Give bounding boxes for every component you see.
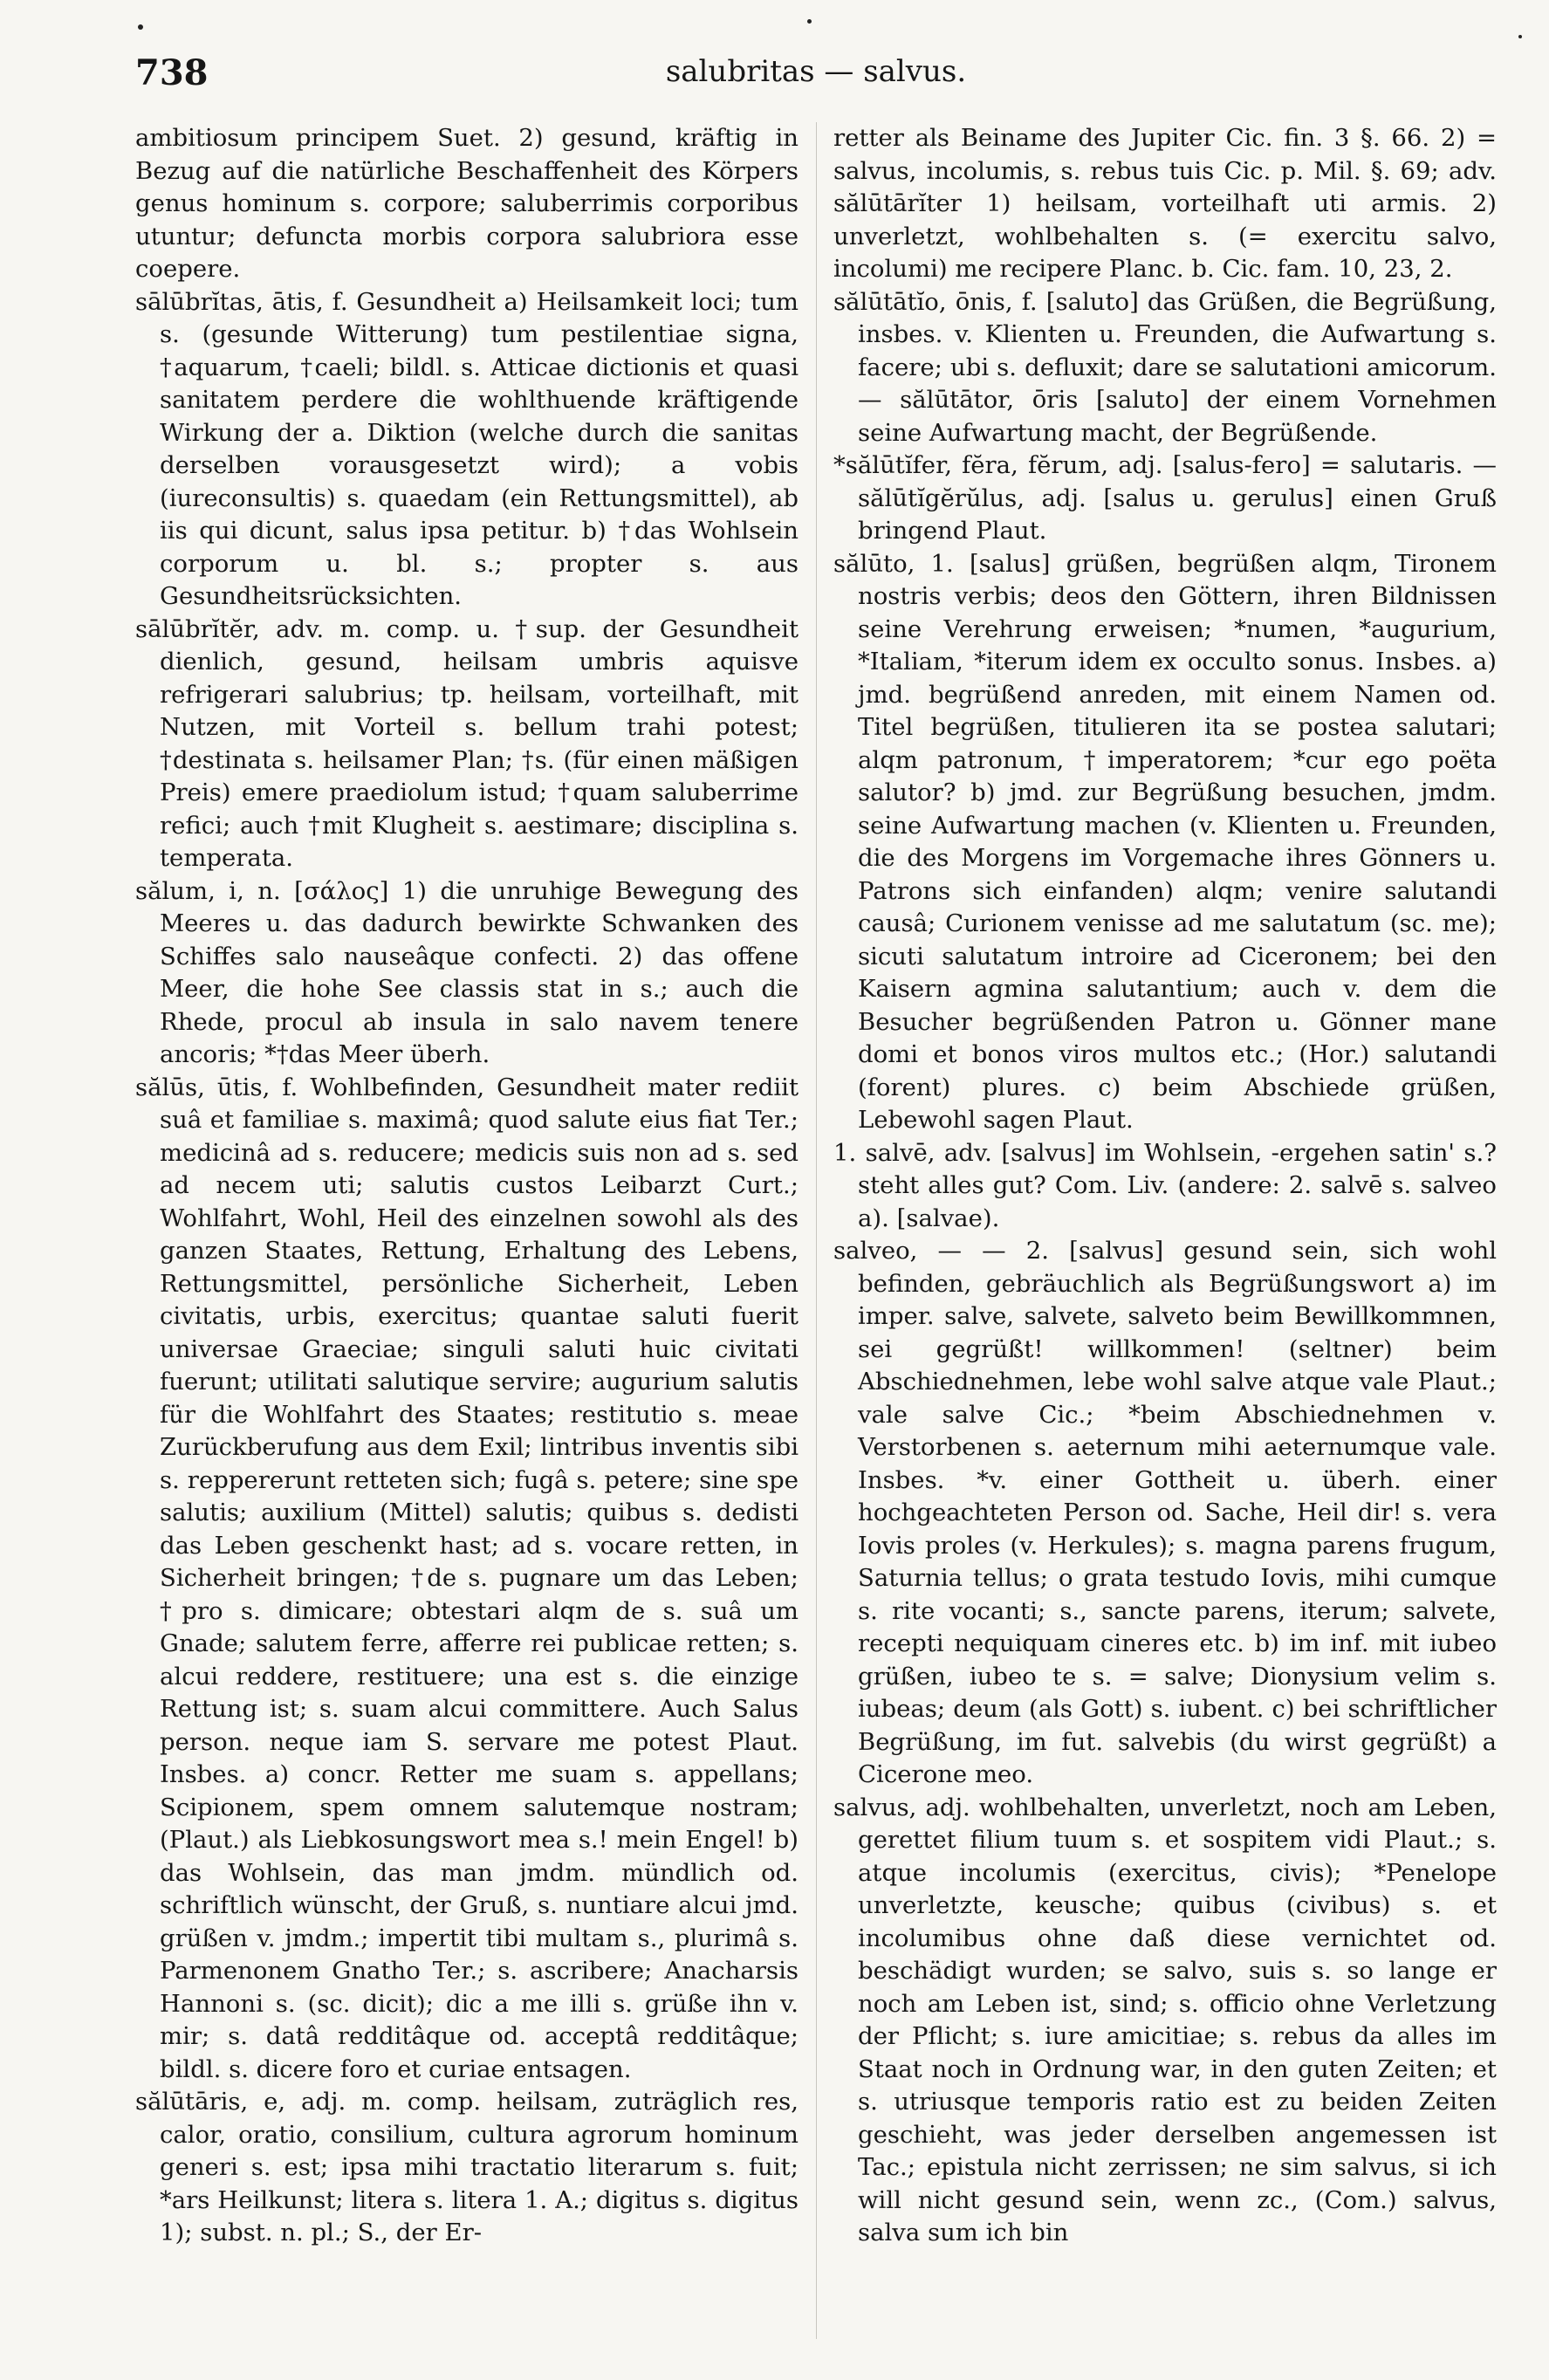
dictionary-entry: salvus, adj. wohlbehalten, unverletzt, noch am Leben, gerettet filium tuum s. et sospitem vidi Plaut.; s. atque incolumis (exercitus, civis); *Penelope unverletzte, keusche; quibus (civibus) s. et incolumibus ohne daß diese vernichtet od. beschädigt wurden; se salvo, suis s. so lange er noch am Leben ist, sind; s. officio ohne Verletzung der Pflicht; s. iure amicitiae; s. rebus da alles im Staat noch in Ordnung war, in den guten Zeiten; et s. utriusque temporis ratio est zu beiden Zeiten geschieht, was jeder derselben angemessen ist Tac.; epistula nicht zerrissen; ne sim salvus, si ich will nicht gesund sein, wenn zc., (Com.) salvus, salva sum ich bin <box>833 1793 1497 2246</box>
column-divider <box>816 122 817 2339</box>
dictionary-entry: retter als Beiname des Jupiter Cic. fin. 3 §. 66. 2) = salvus, incolumis, s. rebus tuis Cic. p. Mil. §. 69; adv. sălūtārĭter 1) heilsam, vorteilhaft uti armis. 2) unverletzt, wohlbehalten s. (= exercitu salvo, incolumi) me recipere Planc. b. Cic. fam. 10, 23, 2. <box>833 124 1497 283</box>
dictionary-entry: sălum, i, n. [σάλος] 1) die unruhige Bewegung des Meeres u. das dadurch bewirkte Schwanken des Schiffes salo nauseâque confecti. 2) das offene Meer, die hohe See classis stat in s.; auch die Rhede, procul ab insula in salo navem tenere ancoris; *†das Meer überh. <box>135 876 798 1068</box>
page-header <box>135 52 1497 96</box>
ink-speck <box>807 19 812 24</box>
left-column <box>135 122 798 2356</box>
dictionary-entry: sālūbrĭtĕr, adv. m. comp. u. †sup. der Gesundheit dienlich, gesund, heilsam umbris aquisve refrigerari salubrius; tp. heilsam, vorteilhaft, mit Nutzen, mit Vorteil s. bellum trahi potest; †destinata s. heilsamer Plan; †s. (für einen mäßigen Preis) emere praediolum istud; †quam saluberrime refici; auch †mit Klugheit s. aestimare; disciplina s. temperata. <box>135 614 798 872</box>
dictionary-entry: *sălūtĭfer, fĕra, fĕrum, adj. [salus-fero] = salutaris. — sălūtĭgĕrŭlus, adj. [salus u. gerulus] einen Gruß bringend Plaut. <box>833 451 1497 545</box>
dictionary-entry: sălūtāris, e, adj. m. comp. heilsam, zuträglich res, calor, oratio, consilium, cultura agrorum hominum generi s. est; ipsa mihi tractatio literarum s. fuit; *ars Heilkunst; litera s. litera 1. A.; digitus s. digitus 1); subst. n. pl.; S., der Er- <box>135 2088 798 2246</box>
right-column <box>833 122 1497 2356</box>
ink-speck <box>1518 35 1522 38</box>
dictionary-entry: sălūto, 1. [salus] grüßen, begrüßen alqm, Tironem nostris verbis; deos den Göttern, ihren Bildnissen seine Verehrung erweisen; *numen, *augurium, *Italiam, *iterum idem ex occulto sonus. Insbes. a) jmd. begrüßend anreden, mit einem Namen od. Titel begrüßen, titulieren ita se postea salutari; alqm patronum, †imperatorem; *cur ego poëta salutor? b) jmd. zur Begrüßung besuchen, jmdm. seine Aufwartung machen (v. Klienten u. Freunden, die des Morgens im Vorgemache ihres Gönners u. Patrons sich einfanden) alqm; venire salutandi causâ; Curionem venisse ad me salutatum (sc. me); sicuti salutatum introire ad Ciceronem; bei den Kaisern agmina salutantium; auch v. dem die Besucher begrüßenden Patron u. Gönner mane domi et bonos viros multos etc.; (Hor.) salutandi (forent) plures. c) beim Abschiede grüßen, Lebewohl sagen Plaut. <box>833 549 1497 1134</box>
dictionary-entry: ambitiosum principem Suet. 2) gesund, kräftig in Bezug auf die natürliche Beschaffenheit des Körpers genus hominum s. corpore; saluberrimis corporibus utuntur; defuncta morbis corpora salubriora esse coepere. <box>135 124 798 283</box>
dictionary-entry: 1. salvē, adv. [salvus] im Wohlsein, -ergehen satin' s.? steht alles gut? Com. Liv. (andere: 2. salvē s. salveo a). [salvae). <box>833 1138 1497 1232</box>
dictionary-entry: sălūs, ūtis, f. Wohlbefinden, Gesundheit mater rediit suâ et familiae s. maximâ; quod salute eius fiat Ter.; medicinâ ad s. reducere; medicis suis non ad s. sed ad necem uti; salutis custos Leibarzt Curt.; Wohlfahrt, Wohl, Heil des einzelnen sowohl als des ganzen Staates, Rettung, Erhaltung des Lebens, Rettungsmittel, persönliche Sicherheit, Leben civitatis, urbis, exercitus; quantae saluti fuerit universae Graeciae; singuli saluti huic civitati fuerunt; utilitati salutique servire; augurium salutis für die Wohlfahrt des Staates; restitutio s. meae Zurückberufung aus dem Exil; lintribus inventis sibi s. reppererunt retteten sich; fugâ s. petere; sine spe salutis; auxilium (Mittel) salutis; quibus s. dedisti das Leben geschenkt hast; ad s. vocare retten, in Sicherheit bringen; †de s. pugnare um das Leben; †pro s. dimicare; obtestari alqm de s. suâ um Gnade; salutem ferre, afferre rei publicae retten; s. alcui reddere, restituere; una est s. die einzige Rettung ist; s. suam alcui committere. Auch Salus person. neque iam S. servare me potest Plaut. Insbes. a) concr. Retter me suam s. appellans; Scipionem, spem omnem salutemque nostram; (Plaut.) als Liebkosungswort mea s.! mein Engel! b) das Wohlsein, das man jmdm. mündlich od. schriftlich wünscht, der Gruß, s. nuntiare alcui jmd. grüßen v. jmdm.; impertit tibi multam s., plurimâ s. Parmenonem Gnatho Ter.; s. ascribere; Anacharsis Hannoni s. (sc. dicit); dic a me illi s. grüße ihn v. mir; s. datâ redditâque od. acceptâ redditâque; bildl. s. dicere foro et curiae entsagen. <box>135 1073 798 2083</box>
page-number: 738 <box>135 52 209 93</box>
dictionary-entry: salveo, — — 2. [salvus] gesund sein, sich wohl befinden, gebräuchlich als Begrüßungswort a) im imper. salve, salvete, salveto beim Bewillkommnen, sei gegrüßt! willkommen! (seltner) beim Abschiednehmen, lebe wohl salve atque vale Plaut.; vale salve Cic.; *beim Abschiednehmen v. Verstorbenen s. aeternum mihi aeternumque vale. Insbes. *v. einer Gottheit u. überh. einer hochgeachteten Person od. Sache, Heil dir! s. vera Iovis proles (v. Herkules); s. magna parens frugum, Saturnia tellus; o grata testudo Iovis, mihi cumque s. rite vocanti; s., sancte parens, iterum; salvete, recepti nequiquam cineres etc. b) im inf. mit iubeo grüßen, iubeo te s. = salve; Dionysium velim s. iubeas; deum (als Gott) s. iubent. c) bei schriftlicher Begrüßung, im fut. salvebis (du wirst gegrüßt) a Cicerone meo. <box>833 1237 1497 1788</box>
dictionary-entry: sălūtātĭo, ōnis, f. [saluto] das Grüßen, die Begrüßung, insbes. v. Klienten u. Freunden, die Aufwartung s. facere; ubi s. defluxit; dare se salutationi amicorum. — sălūtātor, ōris [saluto] der einem Vornehmen seine Aufwartung macht, der Begrüßende. <box>833 287 1497 447</box>
ink-speck <box>138 24 143 30</box>
dictionary-entry: sālūbrĭtas, ātis, f. Gesundheit a) Heilsamkeit loci; tum s. (gesunde Witterung) tum pestilentiae signa, †aquarum, †caeli; bildl. s. Atticae dictionis et quasi sanitatem perdere die wohlthuende kräftigende Wirkung der a. Diktion (welche durch die sanitas derselben vorausgesetzt wird); a vobis (iureconsultis) s. quaedam (ein Rettungsmittel), ab iis qui dicunt, salus ipsa petitur. b) †das Wohlsein corporum u. bl. s.; propter s. aus Gesundheitsrücksichten. <box>135 287 798 610</box>
running-head: salubritas — salvus. <box>665 54 967 89</box>
